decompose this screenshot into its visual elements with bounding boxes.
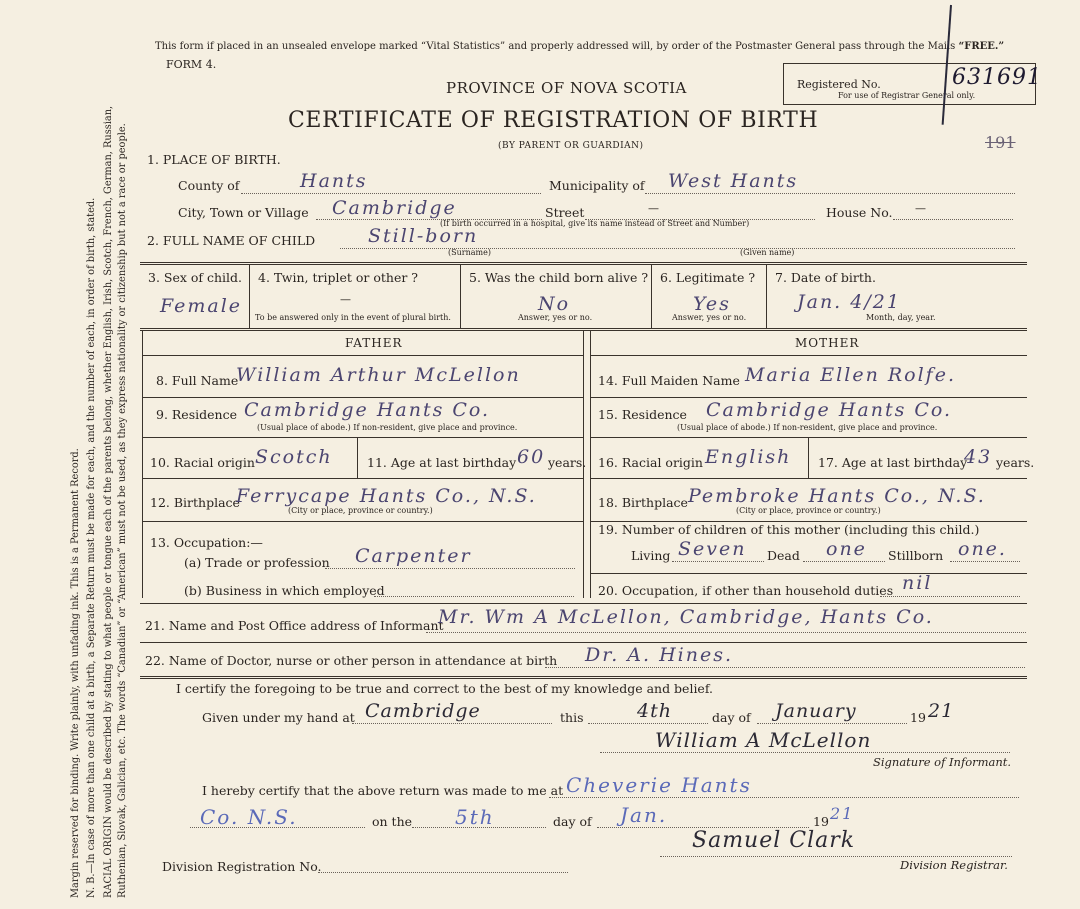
mother-racial-label: 16. Racial origin xyxy=(598,455,703,470)
registrar-place: Cheverie Hants xyxy=(566,773,752,797)
father-residence-label: 9. Residence xyxy=(156,407,237,422)
corner-mark: 191 xyxy=(985,133,1016,152)
twin-value: — xyxy=(340,293,351,306)
registrar-day: 5th xyxy=(455,805,495,829)
father-occupation-label: 13. Occupation:— xyxy=(150,535,263,550)
mother-dead-label: Dead xyxy=(767,548,800,563)
twin-label: 4. Twin, triplet or other ? xyxy=(258,270,418,285)
given-day: 4th xyxy=(637,700,672,722)
mother-birthplace-note: (City or place, province or country.) xyxy=(736,506,881,515)
child-name-value: Still-born xyxy=(368,225,479,247)
dob-label: 7. Date of birth. xyxy=(775,270,876,285)
rule xyxy=(142,355,583,356)
father-residence-note: (Usual place of abode.) If non-resident, give place and province. xyxy=(257,423,518,432)
double-rule xyxy=(140,676,1027,679)
father-trade-label: (a) Trade or profession xyxy=(184,555,330,570)
child-name-label: 2. FULL NAME OF CHILD xyxy=(147,233,316,248)
mother-birthplace-value: Pembroke Hants Co., N.S. xyxy=(688,485,986,507)
registrar-day-of-label: day of xyxy=(553,814,592,829)
city-label: City, Town or Village xyxy=(178,205,309,220)
divider xyxy=(249,265,250,328)
sex-label: 3. Sex of child. xyxy=(148,270,243,285)
legit-label: 6. Legitimate ? xyxy=(660,270,756,285)
dotted-line xyxy=(426,632,1026,633)
mother-birthplace-label: 18. Birthplace xyxy=(598,495,688,510)
dotted-line xyxy=(318,872,568,873)
rule xyxy=(142,437,583,438)
rule xyxy=(142,397,583,398)
father-residence-value: Cambridge Hants Co. xyxy=(244,399,491,421)
divider xyxy=(766,265,767,328)
father-racial-label: 10. Racial origin xyxy=(150,455,255,470)
rule xyxy=(590,397,1027,398)
alive-note: Answer, yes or no. xyxy=(518,313,593,322)
dotted-line xyxy=(600,752,1010,753)
house-label: House No. xyxy=(826,205,893,220)
rule xyxy=(590,478,1027,479)
page-title: CERTIFICATE OF REGISTRATION OF BIRTH xyxy=(288,108,819,133)
mother-heading: MOTHER xyxy=(795,336,860,350)
legit-value: Yes xyxy=(693,293,731,315)
street-note: (If birth occurred in a hospital, give its name instead of Street and Number) xyxy=(440,219,750,228)
sex-value: Female xyxy=(160,295,243,317)
given-day-of-label: day of xyxy=(712,710,751,725)
mother-living-label: Living xyxy=(631,548,671,563)
dotted-line xyxy=(660,856,1012,857)
father-birthplace-note: (City or place, province or country.) xyxy=(288,506,433,515)
registrar-on-the-label: on the xyxy=(372,814,413,829)
legit-note: Answer, yes or no. xyxy=(672,313,747,322)
informant-signature: William A McLellon xyxy=(655,728,872,752)
given-month: January xyxy=(775,700,857,722)
dob-value: Jan. 4/21 xyxy=(797,291,901,313)
informant-value: Mr. Wm A McLellon, Cambridge, Hants Co. xyxy=(438,606,934,628)
dotted-line xyxy=(545,667,1025,668)
mother-name-label: 14. Full Maiden Name xyxy=(598,373,740,388)
father-name-value: William Arthur McLellon xyxy=(236,364,521,386)
rule xyxy=(142,521,583,522)
father-heading: FATHER xyxy=(345,336,403,350)
mother-residence-note: (Usual place of abode.) If non-resident, give place and province. xyxy=(677,423,938,432)
registrar-label: Division Registrar. xyxy=(900,858,1008,872)
alive-value: No xyxy=(538,293,571,315)
mother-name-value: Maria Ellen Rolfe. xyxy=(745,364,956,386)
twin-note: To be answered only in the event of plural birth. xyxy=(255,313,451,322)
city-value: Cambridge xyxy=(332,197,457,219)
divider xyxy=(651,265,652,328)
registrar-year-prefix: 19 xyxy=(813,814,829,829)
child-name-line xyxy=(340,248,1015,249)
subtitle: (BY PARENT OR GUARDIAN) xyxy=(498,141,644,151)
father-name-label: 8. Full Name xyxy=(156,373,239,388)
county-line xyxy=(241,193,541,194)
province-heading: PROVINCE OF NOVA SCOTIA xyxy=(446,79,687,97)
father-age-label: 11. Age at last birthday xyxy=(367,455,517,470)
registrar-month: Jan. xyxy=(620,803,668,827)
mother-residence-value: Cambridge Hants Co. xyxy=(706,399,953,421)
divider xyxy=(808,438,809,478)
street-value: — xyxy=(648,202,659,215)
father-trade-value: Carpenter xyxy=(355,545,472,567)
certify-statement: I certify the foregoing to be true and correct to the best of my knowledge and belief. xyxy=(176,681,713,696)
registrar-year: 21 xyxy=(830,804,855,823)
this-label: this xyxy=(560,710,584,725)
dob-note: Month, day, year. xyxy=(866,313,936,322)
rule xyxy=(140,603,1027,604)
dotted-line xyxy=(757,723,907,724)
father-age-value: 60 xyxy=(517,446,546,468)
street-label: Street xyxy=(545,205,585,220)
registrar-note: For use of Registrar General only. xyxy=(838,91,976,100)
registered-label: Registered No. xyxy=(797,78,881,91)
mother-age-value: 43 xyxy=(964,446,993,468)
rule xyxy=(590,355,1027,356)
informant-label: 21. Name and Post Office address of Informant xyxy=(145,618,444,633)
dotted-line xyxy=(549,797,1019,798)
rule-top xyxy=(140,262,1027,265)
registrar-signature: Samuel Clark xyxy=(692,828,856,853)
doctor-value: Dr. A. Hines. xyxy=(585,644,734,666)
registrar-statement: I hereby certify that the above return was made to me at xyxy=(202,783,564,798)
father-birthplace-value: Ferrycape Hants Co., N.S. xyxy=(236,485,537,507)
given-year-prefix: 19 xyxy=(910,710,926,725)
dotted-line xyxy=(374,596,574,597)
place-section-label: 1. PLACE OF BIRTH. xyxy=(147,152,281,167)
mother-stillborn-value: one. xyxy=(958,538,1007,560)
given-label: Given under my hand at xyxy=(202,710,355,725)
county-label: County of xyxy=(178,178,240,193)
division-label: Division Registration No. xyxy=(162,859,322,874)
house-value: — xyxy=(915,202,926,215)
mother-dead-value: one xyxy=(826,538,867,560)
mother-children-label: 19. Number of children of this mother (including this child.) xyxy=(598,522,980,537)
father-business-label: (b) Business in which employed xyxy=(184,583,385,598)
father-racial-value: Scotch xyxy=(255,446,333,468)
municipality-label: Municipality of xyxy=(549,178,645,193)
municipality-value: West Hants xyxy=(668,170,799,192)
given-place: Cambridge xyxy=(365,700,481,722)
surname-note: (Surname) xyxy=(448,248,491,257)
given-note: (Given name) xyxy=(740,248,795,257)
county-value: Hants xyxy=(300,170,368,192)
father-age-unit: years. xyxy=(548,455,587,470)
dotted-line xyxy=(880,596,1020,597)
dotted-line xyxy=(325,568,575,569)
mother-age-label: 17. Age at last birthday xyxy=(818,455,968,470)
doctor-label: 22. Name of Doctor, nurse or other person in attendance at birth xyxy=(145,653,558,668)
rule xyxy=(590,573,1027,574)
mother-residence-label: 15. Residence xyxy=(598,407,687,422)
side-note-3: RACIAL ORIGIN would be described by stating to what people or tongue each of the parents belong, whether English, Irish, Scotch, French, German, Russian, xyxy=(103,105,114,898)
rule xyxy=(140,642,1027,643)
registrar-place-2: Co. N.S. xyxy=(200,805,298,829)
house-line xyxy=(893,219,1013,220)
form-number: FORM 4. xyxy=(166,58,217,71)
dotted-line xyxy=(950,561,1020,562)
dotted-line xyxy=(588,723,708,724)
divider xyxy=(460,265,461,328)
mother-living-value: Seven xyxy=(678,538,747,560)
informant-sig-label: Signature of Informant. xyxy=(873,755,1012,769)
alive-label: 5. Was the child born alive ? xyxy=(469,270,649,285)
given-year: 21 xyxy=(928,700,955,722)
municipality-line xyxy=(645,193,1015,194)
mail-note: This form if placed in an unsealed envelope marked “Vital Statistics” and properly addressed will, by order of the Postmaster General pass through the Mails “FREE.” xyxy=(155,41,1005,52)
mother-racial-value: English xyxy=(705,446,792,468)
side-note-4: Ruthenian, Slovak, Galician, etc. The words “Canadian” or “American” must not be used, as they express nationality or citizenship but not a race or people. xyxy=(117,123,128,898)
rule xyxy=(142,478,583,479)
mother-stillborn-label: Stillborn xyxy=(888,548,944,563)
side-note-1: Margin reserved for binding. Write plainly, with unfading ink. This is a Permanent Record. xyxy=(70,448,81,898)
dotted-line xyxy=(352,723,552,724)
father-birthplace-label: 12. Birthplace xyxy=(150,495,240,510)
mother-age-unit: years. xyxy=(996,455,1035,470)
dotted-line xyxy=(672,561,764,562)
registered-number: 631691 xyxy=(952,65,1042,90)
mother-occupation-value: nil xyxy=(902,572,933,594)
side-note-2: N. B.—In case of more than one child at a birth, a Separate Return must be made for each, and the number of each, in order of birth, stated. xyxy=(86,197,97,898)
dotted-line xyxy=(803,561,885,562)
divider xyxy=(357,438,358,478)
mother-occupation-label: 20. Occupation, if other than household duties xyxy=(598,583,894,598)
